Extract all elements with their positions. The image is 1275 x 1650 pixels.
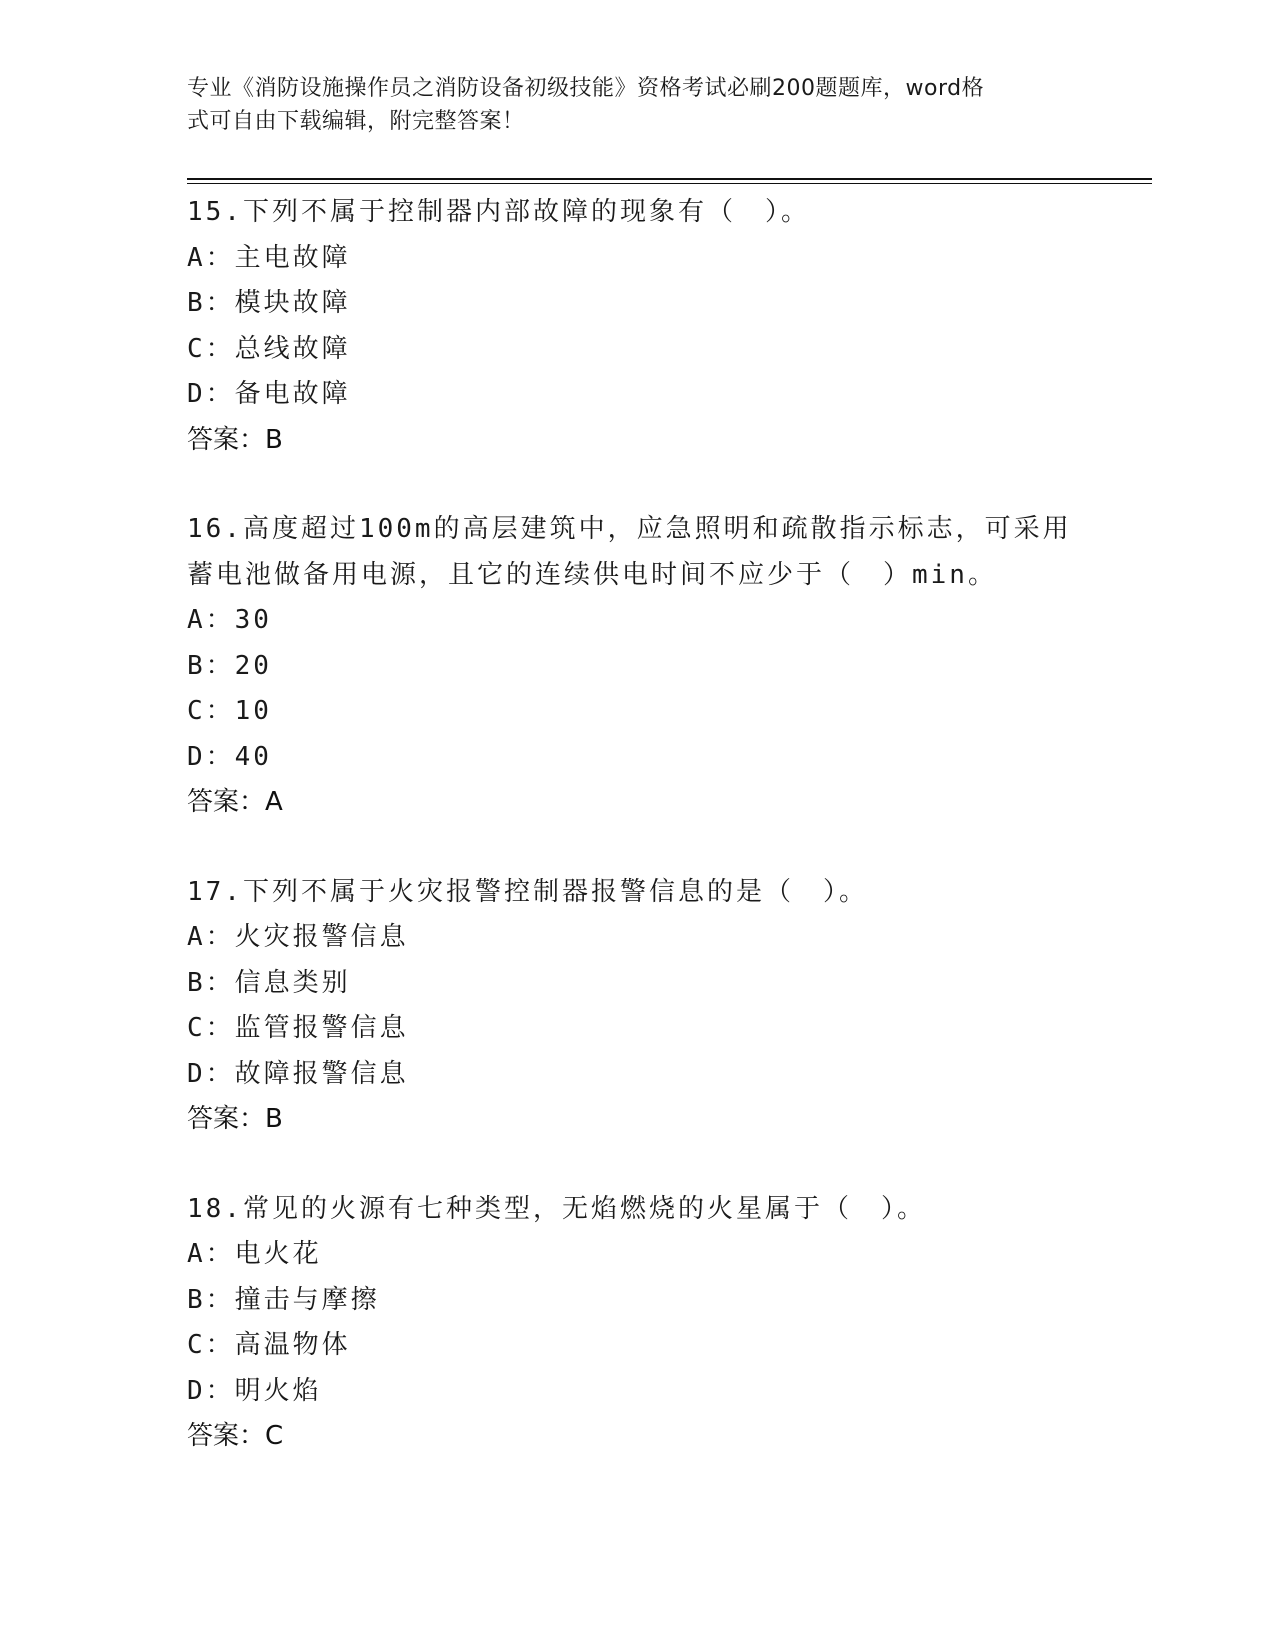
option-a: A：火灾报警信息 [187, 922, 409, 952]
option-d: D：40 [187, 741, 272, 772]
answer-line: 答案：B [187, 1104, 283, 1134]
option-b: B：信息类别 [187, 967, 351, 998]
option-a: A：主电故障 [187, 242, 351, 273]
option-c: C：10 [187, 696, 272, 726]
option-b: B：20 [187, 650, 272, 681]
option-d: D：故障报警信息 [187, 1058, 409, 1089]
question-16 [187, 507, 1152, 826]
question-stem: 17.下列不属于火灾报警控制器报警信息的是（ ）。 [187, 876, 868, 907]
option-c: C：高温物体 [187, 1330, 351, 1360]
answer-line: 答案：B [187, 424, 283, 455]
option-d: D：明火焰 [187, 1375, 322, 1406]
question-gap [187, 1143, 1152, 1187]
question-stem: 16.高度超过100m的高层建筑中，应急照明和疏散指示标志，可采用 [187, 514, 1072, 544]
question-17 [187, 870, 1152, 1143]
option-b: B：模块故障 [187, 288, 351, 318]
question-15 [187, 190, 1152, 463]
answer-line: 答案：A [187, 787, 283, 817]
header-line-2: 式可自由下载编辑，附完整答案！ [187, 109, 525, 134]
question-gap [187, 826, 1152, 870]
option-a: A：30 [187, 605, 272, 635]
question-18 [187, 1187, 1152, 1460]
question-gap [187, 463, 1152, 507]
option-c: C：总线故障 [187, 333, 351, 364]
question-list [187, 190, 1152, 1460]
header-divider-thin [187, 183, 1152, 184]
option-b: B：撞击与摩擦 [187, 1284, 380, 1315]
question-stem: 18.常见的火源有七种类型，无焰燃烧的火星属于（ ）。 [187, 1193, 926, 1224]
header-divider-thick [187, 178, 1152, 180]
answer-line: 答案：C [187, 1421, 284, 1451]
option-a: A：电火花 [187, 1239, 322, 1269]
question-stem: 15.下列不属于控制器内部故障的现象有（ ）。 [187, 197, 810, 227]
option-d: D：备电故障 [187, 379, 351, 409]
document-header [187, 72, 1087, 138]
question-stem-continued: 蓄电池做备用电源，且它的连续供电时间不应少于（ ）min。 [187, 559, 997, 590]
header-line-1: 专业《消防设施操作员之消防设备初级技能》资格考试必刷200题题库，word格 [187, 76, 985, 101]
option-c: C：监管报警信息 [187, 1013, 409, 1043]
